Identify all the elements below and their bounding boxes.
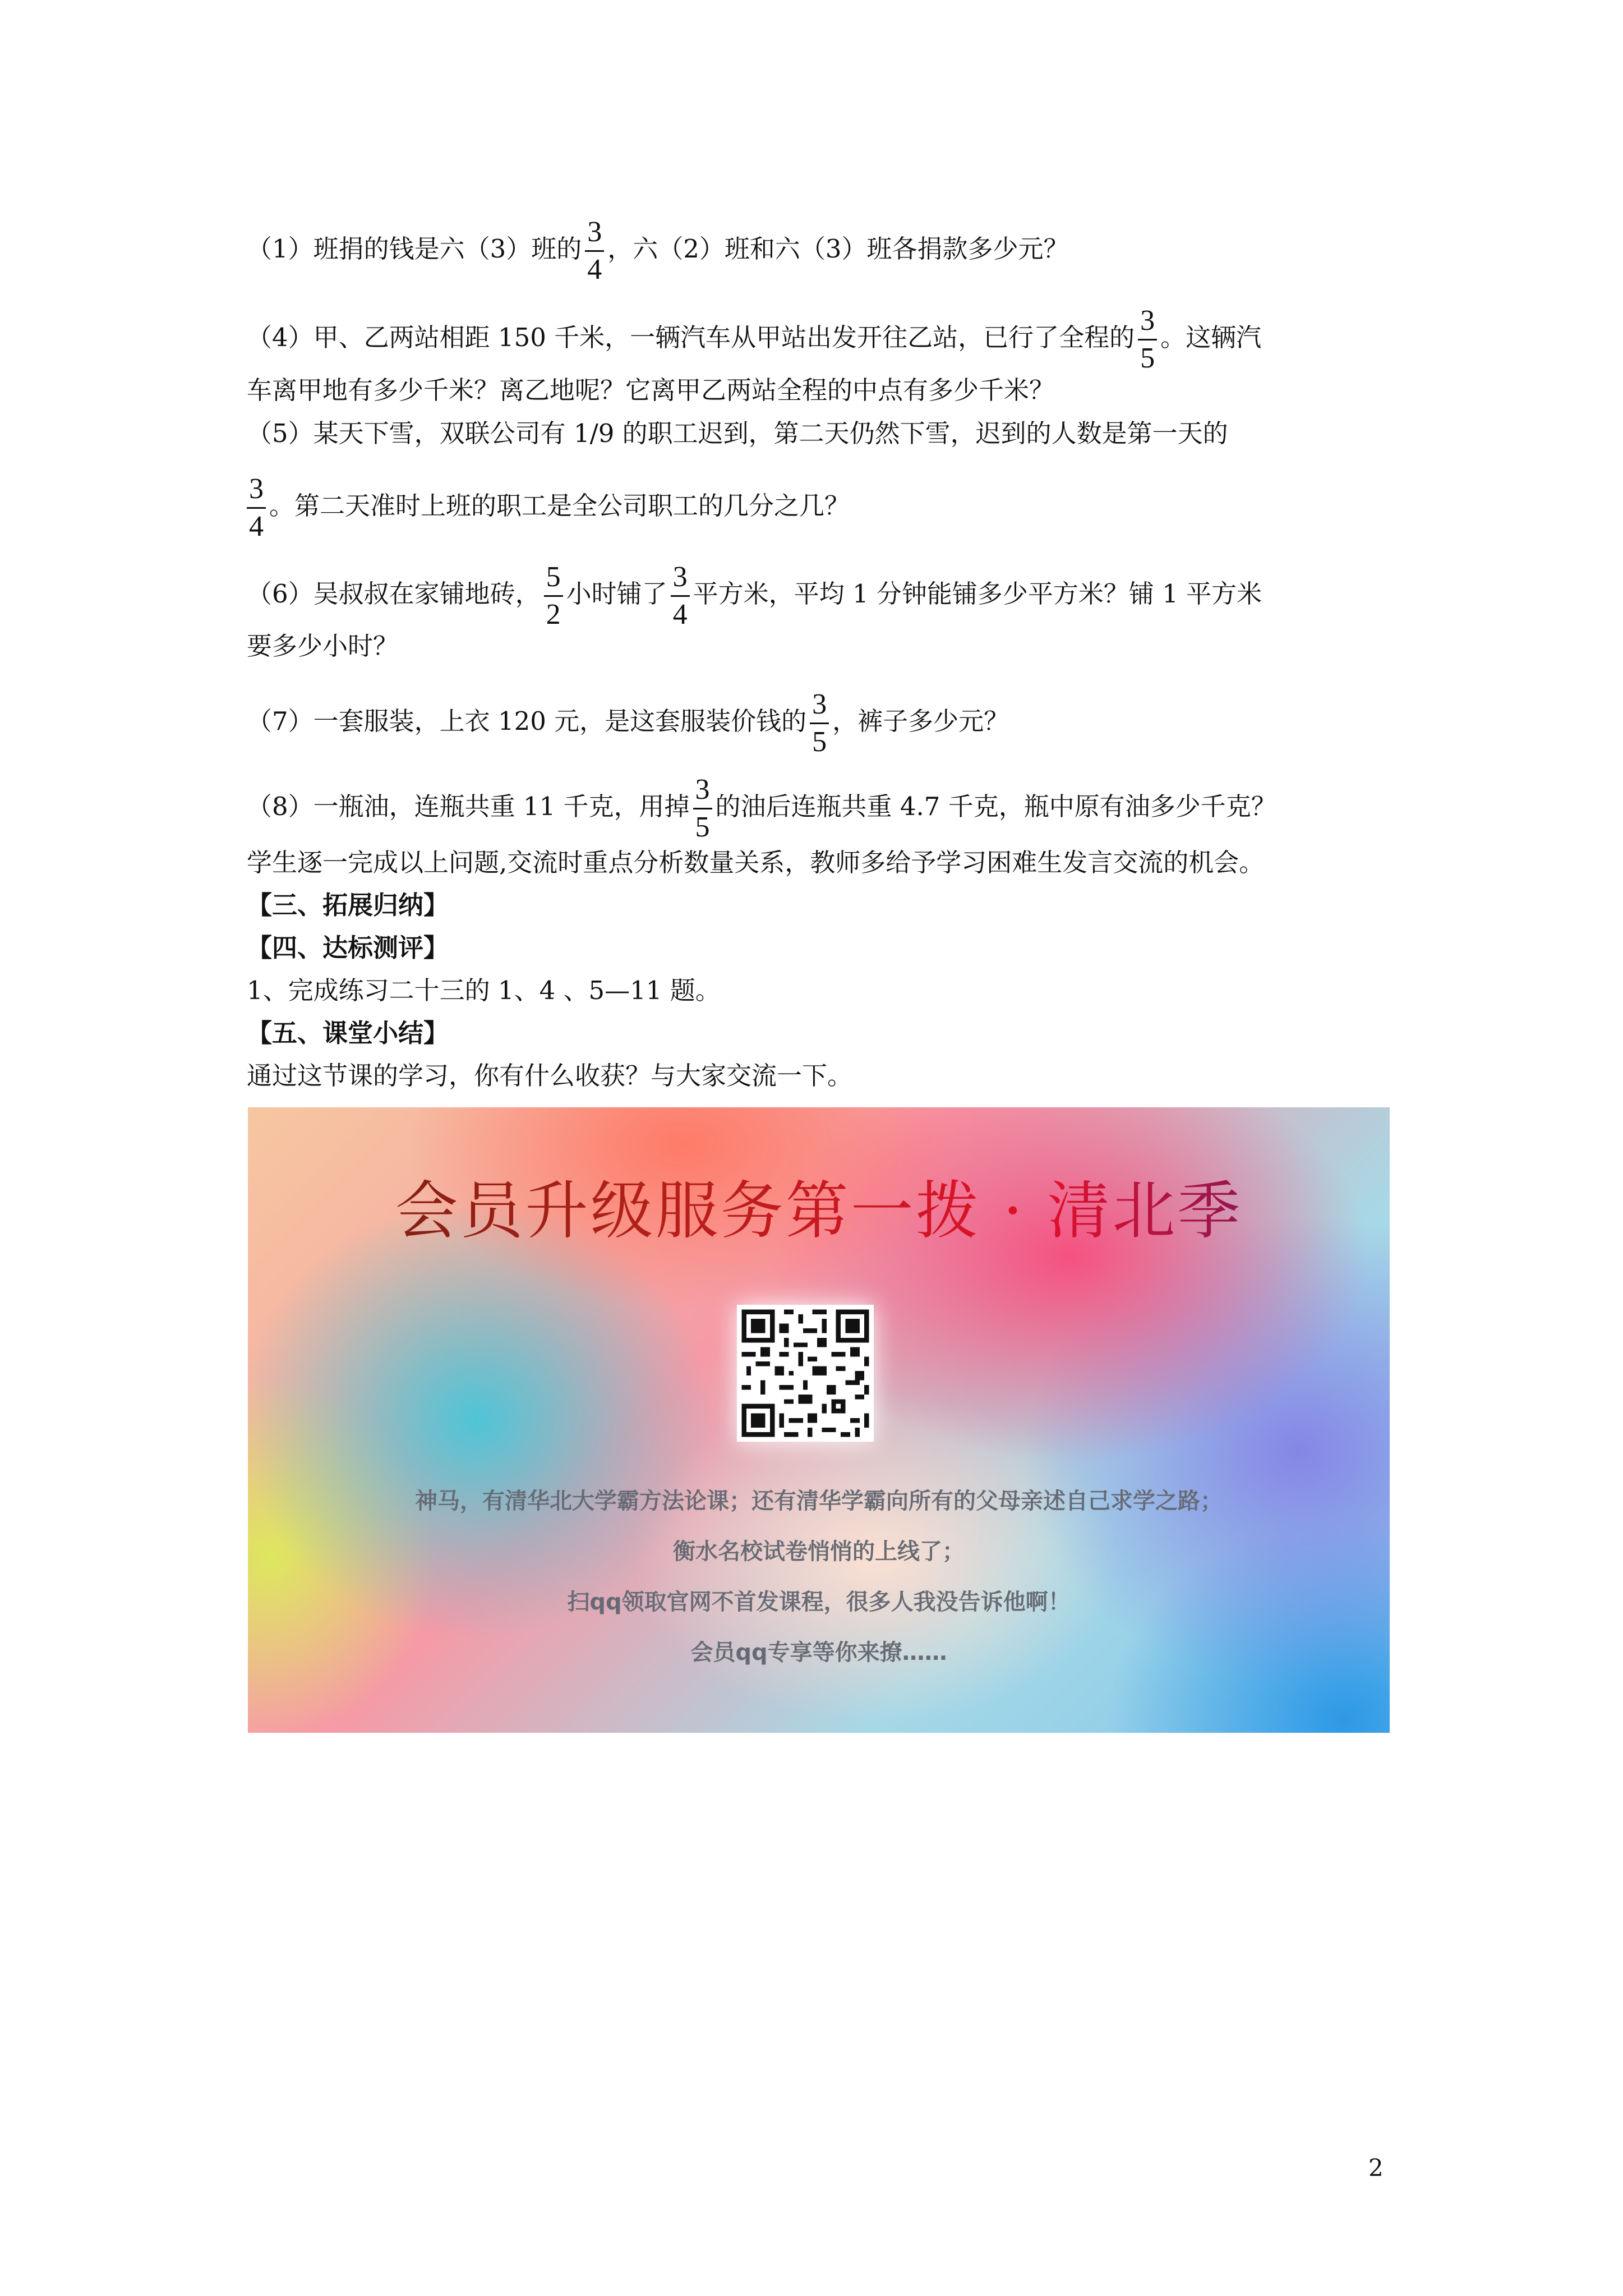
text: 。第二天准时上班的职工是全公司职工的几分之几？ (269, 491, 850, 521)
summary-text: 通过这节课的学习，你有什么收获？与大家交流一下。 (247, 1061, 853, 1091)
qr-code-icon[interactable] (737, 1305, 874, 1442)
text: （8）一瓶油，连瓶共重 11 千克，用掉 (247, 792, 690, 821)
fraction: $\frac{3}{4}$ (671, 563, 690, 629)
fraction: $\frac{3}{4}$ (247, 475, 266, 541)
fraction: $\frac{3}{5}$ (1138, 306, 1157, 373)
text: （4）甲、乙两站相距 150 千米，一辆汽车从甲站出发开往乙站，已行了全程的 (247, 323, 1135, 352)
text: 小时铺了 (566, 579, 667, 609)
banner-line-2: 衡水名校试卷悄悄的上线了； (673, 1539, 965, 1565)
text: （1）班捐的钱是六（3）班的 (247, 234, 582, 264)
problem-4-line2: 车离甲地有多少千米？离乙地呢？它离甲乙两站全程的中点有多少千米？ (247, 375, 1055, 405)
banner-title: 会员升级服务第一拨 · 清北季 (248, 1161, 1390, 1251)
instruction-text: 学生逐一完成以上问题,交流时重点分析数量关系，教师多给予学习困难生发言交流的机会。 (247, 848, 1265, 877)
text: ，裤子多少元？ (832, 706, 1009, 736)
problem-6 (247, 563, 1262, 629)
section-heading-3: 【三、拓展归纳】 (247, 890, 449, 920)
promo-banner[interactable] (248, 1107, 1390, 1733)
text: 平方米，平均 1 分钟能铺多少平方米？铺 1 平方米 (693, 579, 1262, 609)
text: （7）一套服装，上衣 120 元，是这套服装价钱的 (247, 706, 807, 736)
text: 。这辆汽 (1160, 323, 1262, 352)
section-heading-4: 【四、达标测评】 (247, 933, 449, 963)
fraction: $\frac{3}{5}$ (693, 775, 712, 842)
fraction: $\frac{5}{2}$ (544, 563, 563, 629)
problem-8 (247, 775, 1276, 842)
problem-4 (247, 306, 1261, 373)
fraction: $\frac{3}{4}$ (585, 218, 604, 284)
problem-7 (247, 690, 1009, 757)
banner-line-1: 神马，有清华北大学霸方法论课；还有清华学霸向所有的父母亲述自己求学之路； (415, 1488, 1223, 1514)
section-heading-5: 【五、课堂小结】 (247, 1018, 449, 1048)
problem-5-line2 (247, 475, 850, 541)
exercise-text: 1、完成练习二十三的 1、4 、5—11 题。 (247, 976, 721, 1005)
problem-5: （5）某天下雪，双联公司有 1/9 的职工迟到，第二天仍然下雪，迟到的人数是第一天的 (247, 418, 1228, 448)
text: 的油后连瓶共重 4.7 千克，瓶中原有油多少千克？ (715, 792, 1276, 821)
problem-3-continued (247, 218, 1069, 284)
text: （6）吴叔叔在家铺地砖， (247, 579, 541, 609)
banner-line-4: 会员qq专享等你来撩…… (690, 1640, 947, 1665)
text: ，六（2）班和六（3）班各捐款多少元？ (607, 234, 1069, 264)
banner-line-3: 扫qq领取官网不首发课程，很多人我没告诉他啊！ (567, 1589, 1071, 1615)
fraction: $\frac{3}{5}$ (810, 690, 829, 757)
page-number: 2 (1368, 2154, 1384, 2182)
problem-6-line2: 要多少小时？ (247, 631, 399, 661)
